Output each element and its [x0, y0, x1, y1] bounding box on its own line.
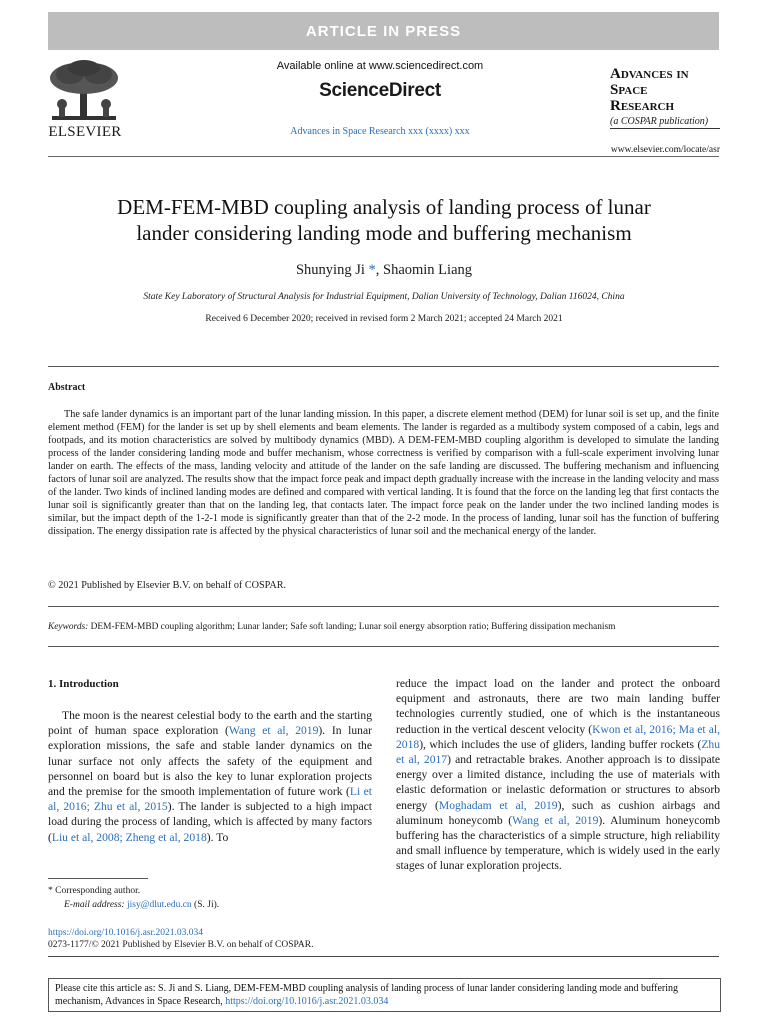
intro-text: ). In lunar exploration missions, the safe and stable lander dynamics on the lunar surface not only affects the safety of the equipment and personnel on board but is also the key to lunar exploration projects and the premise for the smooth implementation of future work (	[48, 724, 372, 799]
journal-title-line2: Space	[610, 82, 648, 98]
intro-text: ). The lander is subjected to a high impact load during the process of landing, which is affected by many factors (	[48, 800, 372, 844]
article-title-line2: lander considering landing mode and buffering mechanism	[136, 221, 632, 245]
journal-subtitle: (a COSPAR publication)	[610, 116, 720, 129]
intro-text: reduce the impact load on the lander and protect the onboard equipment and astronauts, there are two main landing buffer technologies currently studied, one of which is the instantaneous reduction in the vertical descent velocity (	[396, 677, 720, 736]
issn-copyright: 0273-1177/© 2021 Published by Elsevier B.V. on behalf of COSPAR.	[48, 940, 314, 950]
keywords-bottom-divider	[48, 646, 719, 647]
citation-link[interactable]: Liu et al, 2008; Zheng et al, 2018	[51, 830, 207, 844]
intro-text: ). Aluminum honeycomb buffering has the characteristics of a simple structure, high reliability and small influence by temperature, which is widely used in the early stages of lunar exploration projects.	[396, 813, 720, 873]
footnote-divider	[48, 878, 148, 879]
journal-citation-link[interactable]: Advances in Space Research xxx (xxxx) xxx	[290, 126, 470, 137]
journal-masthead	[610, 66, 720, 129]
email-note	[64, 900, 219, 910]
intro-text: The moon is the nearest celestial body to the earth and the starting point of human space exploration (	[48, 709, 372, 738]
citation-link[interactable]: Moghadam et al, 2019	[438, 798, 558, 812]
keywords-text: DEM-FEM-MBD coupling algorithm; Lunar lander; Safe soft landing; Lunar soil energy absorption ratio; Buffering dissipation mechanism	[88, 622, 616, 632]
citation-link[interactable]: Zhu et al, 2017	[396, 737, 720, 767]
author-ji[interactable]: Shunying Ji	[295, 262, 365, 278]
article-title-line1: DEM-FEM-MBD coupling analysis of landing process of lunar	[117, 195, 651, 219]
author-list	[60, 262, 708, 279]
citation-link[interactable]: Wang et al, 2019	[512, 813, 599, 827]
abstract-heading: Abstract	[48, 382, 86, 393]
keywords	[48, 622, 728, 632]
intro-paragraph-1	[48, 708, 372, 845]
email-label: E-mail address:	[64, 900, 125, 910]
email-suffix: (S. Ji).	[191, 900, 220, 910]
cite-text: Please cite this article as: S. Ji and S. Liang, DEM-FEM-MBD coupling analysis of landing process of lunar lander considering landing mode and buffering mechanism, Advances in Space Research,	[55, 983, 679, 1007]
keywords-label: Keywords:	[48, 622, 89, 632]
author-liang[interactable]: Shaomin Liang	[383, 262, 473, 278]
citation-link[interactable]: Wang et al, 2019	[228, 724, 319, 738]
section-heading-introduction: 1. Introduction	[48, 678, 119, 690]
abstract-top-divider	[48, 366, 719, 367]
affiliation: State Key Laboratory of Structural Analysis for Industrial Equipment, Dalian University of Technology, Dalian 116024, China	[143, 292, 625, 302]
doi-link[interactable]: https://doi.org/10.1016/j.asr.2021.03.034	[48, 928, 203, 938]
corresponding-author-note: * Corresponding author.	[48, 886, 141, 896]
corresponding-author-mark[interactable]: *	[364, 262, 376, 278]
elsevier-wordmark: ELSEVIER	[48, 124, 122, 140]
available-online-text: Available online at www.sciencedirect.com	[276, 60, 484, 72]
header-divider	[48, 156, 719, 157]
intro-text: ), which includes the use of gliders, landing buffer rockets (	[419, 737, 702, 751]
intro-text: ), such as cushion airbags and aluminum honeycomb (	[396, 798, 720, 827]
citation-link[interactable]: Kwon et al, 2016; Ma et al, 2018	[396, 722, 720, 751]
abstract-copyright: © 2021 Published by Elsevier B.V. on behalf of COSPAR.	[48, 580, 287, 591]
article-dates: Received 6 December 2020; received in revised form 2 March 2021; accepted 24 March 2021	[205, 314, 563, 324]
citation-link[interactable]: Li et al, 2016; Zhu et al, 2015	[48, 785, 372, 814]
journal-title-line1: Advances in	[610, 66, 689, 82]
footer-divider	[48, 956, 719, 957]
intro-text: ). To	[206, 830, 229, 844]
keywords-top-divider	[48, 606, 719, 607]
article-in-press-banner: ARTICLE IN PRESS	[48, 12, 719, 50]
intro-text: ) and retractable brakes. Another approach is to dissipate energy over a limited distance, including the use of materials with elastic deformation or inelastic deformation or structures to absorb energy (	[396, 753, 720, 812]
article-title	[60, 194, 708, 246]
abstract-text: The safe lander dynamics is an important part of the lunar landing mission. In this paper, a discrete element method (DEM) for lunar soil is set up, and the finite element method (FEM) for the lander is set up by shell elements and beam elements. The lander is regarded as a multibody system composed of a cabin, legs and footpads, and its motion characteristics are solved by multibody dynamics (MBD). A DEM-FEM-MBD coupling algorithm is developed to simulate the landing process of the lander considering landing mode and buffer mechanism, whose correctness is verified by comparison with a full-scale experiment involving lunar lander on earth. The effects of the mass, landing velocity and attitude of the lander on the safe landing are discussed. The buffering mechanism and influencing factors of lunar soil are analyzed. The results show that the impact force peak and impact depth gradually increase with the increase in the landing velocity and mass of the lander. Two kinds of inclined landing modes are defined and compared with vertical landing. It is found that the force on the landing leg that first contacts the lunar soil is significantly greater than that on the landing leg, that contacts later. The impact force peak on the lander under the two inclined landing modes is similar, but the impact depth of the 1-2-1 mode is significantly greater than that of the 2-2 mode. In the process of landing, lunar soil has the function of buffering dissipation. The energy dissipation rate is affected by the physical characteristics of lunar soil and the mechanical energy of the lander.	[48, 409, 719, 537]
cite-doi-link[interactable]: https://doi.org/10.1016/j.asr.2021.03.034	[225, 996, 389, 1007]
journal-url[interactable]: www.elsevier.com/locate/asr	[610, 145, 720, 155]
sciencedirect-wordmark: ScienceDirect	[319, 80, 441, 101]
journal-title-line3: Research	[610, 98, 675, 114]
intro-paragraph-2	[396, 676, 720, 874]
cite-this-article-box	[48, 978, 721, 1012]
author-separator: ,	[375, 262, 383, 278]
email-link[interactable]: jisy@dlut.edu.cn	[124, 900, 192, 910]
